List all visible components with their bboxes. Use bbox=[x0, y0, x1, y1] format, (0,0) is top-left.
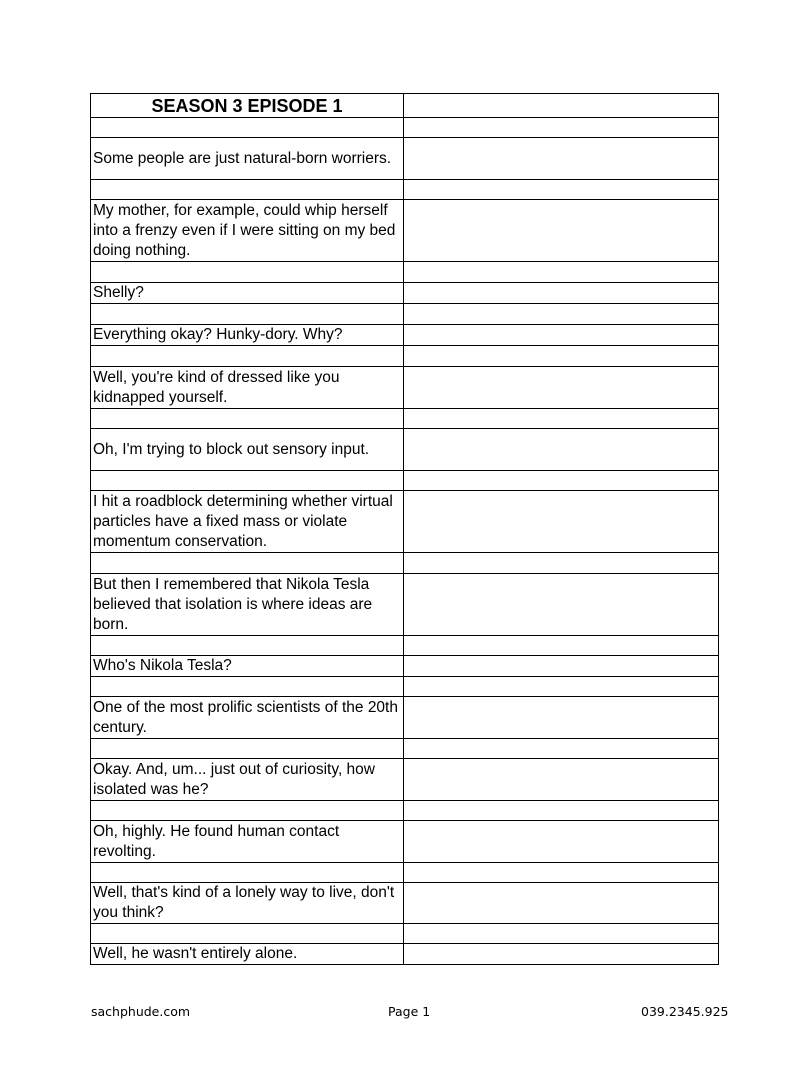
dialogue-line: Shelly? bbox=[91, 283, 404, 304]
spacer-row bbox=[91, 180, 719, 200]
dialogue-row bbox=[91, 944, 719, 965]
title-row bbox=[91, 94, 719, 118]
translation-cell bbox=[404, 325, 719, 346]
dialogue-line: Okay. And, um... just out of curiosity, how isolated was he? bbox=[91, 759, 404, 801]
spacer-row bbox=[91, 553, 719, 574]
dialogue-row bbox=[91, 325, 719, 346]
spacer-row bbox=[91, 118, 719, 138]
dialogue-row bbox=[91, 200, 719, 262]
dialogue-line: One of the most prolific scientists of the 20th century. bbox=[91, 697, 404, 739]
footer-page-number: Page 1 bbox=[388, 1004, 431, 1019]
dialogue-row bbox=[91, 367, 719, 409]
translation-cell bbox=[404, 697, 719, 739]
episode-title: SEASON 3 EPISODE 1 bbox=[91, 94, 404, 118]
dialogue-line: Oh, highly. He found human contact revolting. bbox=[91, 821, 404, 863]
dialogue-row bbox=[91, 697, 719, 739]
translation-cell bbox=[404, 821, 719, 863]
dialogue-line: Some people are just natural-born worriers. bbox=[91, 138, 404, 180]
spacer-row bbox=[91, 636, 719, 656]
dialogue-row bbox=[91, 574, 719, 636]
dialogue-line: Well, you're kind of dressed like you kidnapped yourself. bbox=[91, 367, 404, 409]
dialogue-line: Oh, I'm trying to block out sensory input. bbox=[91, 429, 404, 471]
spacer-row bbox=[91, 471, 719, 491]
footer-website: sachphude.com bbox=[91, 1004, 191, 1019]
dialogue-row bbox=[91, 283, 719, 304]
spacer-row bbox=[91, 346, 719, 367]
translation-cell bbox=[404, 759, 719, 801]
dialogue-row bbox=[91, 656, 719, 677]
dialogue-line: I hit a roadblock determining whether virtual particles have a fixed mass or violate momentum conservation. bbox=[91, 491, 404, 553]
dialogue-row bbox=[91, 138, 719, 180]
dialogue-line: Who's Nikola Tesla? bbox=[91, 656, 404, 677]
dialogue-row bbox=[91, 429, 719, 471]
translation-cell bbox=[404, 883, 719, 924]
script-table bbox=[90, 93, 719, 965]
translation-cell bbox=[404, 944, 719, 965]
spacer-row bbox=[91, 924, 719, 944]
spacer-row bbox=[91, 739, 719, 759]
dialogue-line: But then I remembered that Nikola Tesla believed that isolation is where ideas are born. bbox=[91, 574, 404, 636]
translation-cell bbox=[404, 656, 719, 677]
translation-cell bbox=[404, 283, 719, 304]
translation-cell bbox=[404, 491, 719, 553]
footer-phone: 039.2345.925 bbox=[641, 1004, 729, 1019]
dialogue-line: Well, he wasn't entirely alone. bbox=[91, 944, 404, 965]
spacer-row bbox=[91, 409, 719, 429]
dialogue-row bbox=[91, 883, 719, 924]
translation-cell bbox=[404, 574, 719, 636]
dialogue-row bbox=[91, 821, 719, 863]
dialogue-line: My mother, for example, could whip herself into a frenzy even if I were sitting on my bed doing nothing. bbox=[91, 200, 404, 262]
spacer-row bbox=[91, 677, 719, 697]
dialogue-row bbox=[91, 491, 719, 553]
dialogue-row bbox=[91, 759, 719, 801]
spacer-row bbox=[91, 262, 719, 283]
translation-cell bbox=[404, 94, 719, 118]
dialogue-line: Well, that's kind of a lonely way to live, don't you think? bbox=[91, 883, 404, 924]
spacer-row bbox=[91, 863, 719, 883]
spacer-row bbox=[91, 304, 719, 325]
translation-cell bbox=[404, 367, 719, 409]
translation-cell bbox=[404, 138, 719, 180]
translation-cell bbox=[404, 200, 719, 262]
spacer-row bbox=[91, 801, 719, 821]
dialogue-line: Everything okay? Hunky-dory. Why? bbox=[91, 325, 404, 346]
translation-cell bbox=[404, 429, 719, 471]
